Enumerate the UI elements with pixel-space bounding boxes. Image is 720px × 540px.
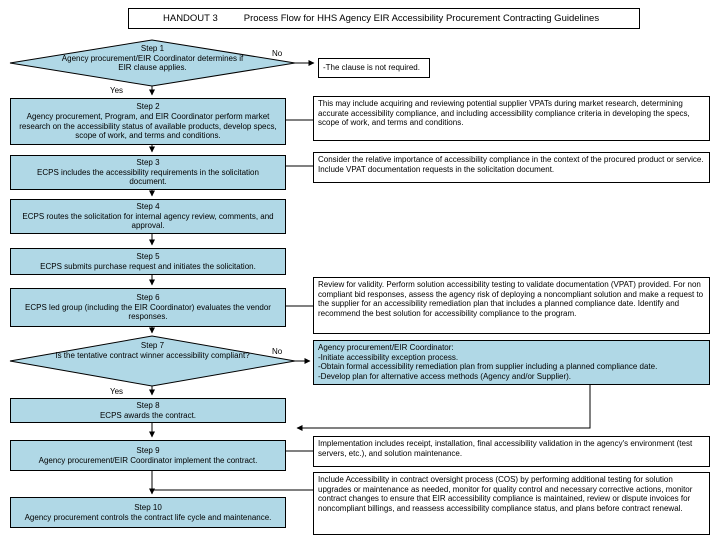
step8-text: ECPS awards the contract. (99, 410, 197, 420)
handout-label: HANDOUT 3 (163, 12, 218, 24)
yes-label-step1: Yes (110, 86, 124, 95)
step8-label: Step 8 (136, 400, 160, 410)
exception-line-2: -Initiate accessibility exception process. (318, 352, 459, 362)
step5-text: ECPS submits purchase request and initiates the solicitation. (40, 261, 256, 271)
note-clause-not-required-text: -The clause is not required. (323, 63, 420, 73)
note-exception-process (313, 340, 710, 385)
note-market-research: This may include acquiring and reviewing potential supplier VPATs during market research, determining accurate accessibility compliance, and including accessibility compliance criteria in developing the specs, scope of work, and terms and conditions. (313, 96, 710, 141)
step7-text: Is the tentative contract winner accessibility compliant? (55, 350, 250, 360)
no-label-step7: No (272, 347, 283, 356)
note-evaluation: Review for validity. Perform solution accessibility testing to validate documentation (VPAT) provided. For non compliant bid responses, assess the agency risk of deploying a noncompliant solution and make a request to the supplier for an accessibility remediation plan that includes a planned compliance date. Identify and recommend the best solution for accessibility compliance to the program. (313, 277, 710, 334)
header-bar (128, 8, 640, 29)
step9-label: Step 9 (136, 445, 160, 455)
exception-line-4: -Develop plan for alternative access methods (Agency and/or Supplier). (318, 371, 572, 381)
step6-text: ECPS led group (including the EIR Coordinator) evaluates the vendor responses. (25, 302, 271, 322)
no-label-step1: No (272, 49, 283, 58)
step4-box (10, 199, 286, 234)
note-implementation: Implementation includes receipt, installation, final accessibility validation in the agency's environment (test servers, etc.), and solution maintenance. (313, 436, 710, 467)
step2-box (10, 98, 286, 145)
step9-text: Agency procurement/EIR Coordinator implement the contract. (38, 455, 258, 465)
step10-box (10, 497, 286, 528)
step3-text: ECPS includes the accessibility requirements in the solicitation document. (37, 167, 259, 187)
decision-step7 (55, 341, 250, 360)
note-solicitation: Consider the relative importance of accessibility compliance in the context of the procured product or service. Include VPAT documentation requests in the solicitation document. (313, 152, 710, 183)
step2-text: Agency procurement, Program, and EIR Coordinator perform market research on the accessibility status of available products, develop specs, scope of work, and terms and conditions. (19, 111, 277, 141)
step9-box (10, 440, 286, 471)
yes-label-step7: Yes (110, 387, 124, 396)
step6-box (10, 288, 286, 327)
page-title: Process Flow for HHS Agency EIR Accessibility Procurement Contracting Guidelines (243, 12, 600, 24)
step6-label: Step 6 (136, 293, 160, 303)
step1-label: Step 1 (140, 44, 165, 53)
step10-text: Agency procurement controls the contract life cycle and maintenance. (24, 512, 272, 522)
step4-text: ECPS routes the solicitation for internal agency review, comments, and approval. (22, 211, 274, 231)
decision-step1 (55, 44, 250, 73)
step10-label: Step 10 (134, 502, 162, 512)
note-clause-not-required (318, 58, 430, 78)
exception-line-1: Agency procurement/EIR Coordinator: (318, 343, 454, 352)
step3-label: Step 3 (136, 158, 160, 168)
step5-box (10, 248, 286, 275)
step4-label: Step 4 (136, 202, 160, 212)
note-contract-oversight: Include Accessibility in contract oversight process (COS) by performing additional testing for solution upgrades or maintenance as needed, monitor for quality control and necessary corrective actions, monitor contract changes to ensure that EIR accessibility compliance is maintained, review or dispute invoices for noncompliant billings, and reassess accessibility compliance status, and plans before contract renewal. (313, 472, 710, 535)
step8-box (10, 398, 286, 423)
step7-label: Step 7 (140, 341, 165, 350)
step2-label: Step 2 (136, 102, 160, 112)
exception-line-3: -Obtain formal accessibility remediation plan from supplier including a planned compliance date. (318, 362, 658, 372)
step3-box (10, 155, 286, 190)
step1-text: Agency procurement/EIR Coordinator determines if EIR clause applies. (61, 53, 244, 73)
step5-label: Step 5 (136, 251, 160, 261)
